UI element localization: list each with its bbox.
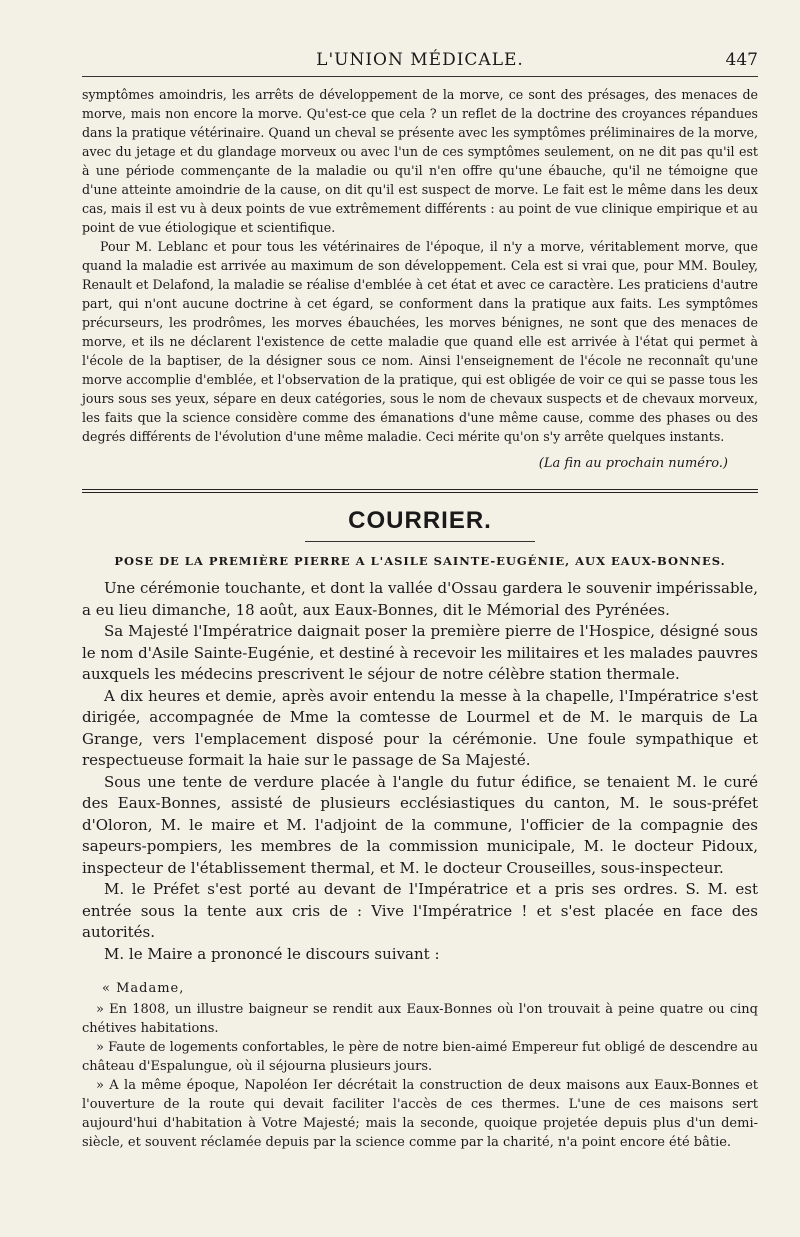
continuation-note: (La fin au prochain numéro.) — [538, 456, 728, 471]
speech-paragraph: » En 1808, un illustre baigneur se rendit aux Eaux-Bonnes où l'on trouvait à peine quatre ou cinq chétives habitations. — [82, 1002, 758, 1036]
speech-paragraph: » A la même époque, Napoléon Ier décrétait la construction de deux maisons aux Eaux-Bonnes et l'ouverture de la route qui devait faciliter l'accès de ces thermes. L'une de ces maisons sert aujourd'hui d'habitation à Votre Majesté; mais la seconde, quoique projetée depuis plus d'un demi-siècle, et souvent réclamée depuis par la science comme par la charité, n'a point encore été bâtie. — [82, 1078, 758, 1150]
section-title: COURRIER. — [348, 507, 492, 534]
title-underline — [305, 541, 535, 542]
speech-paragraph: » Faute de logements confortables, le père de notre bien-aimé Empereur fut obligé de descendre au château d'Espalungue, où il séjourna plusieurs jours. — [82, 1040, 758, 1074]
article-subheading: POSE DE LA PREMIÈRE PIERRE A L'ASILE SAINTE-EUGÉNIE, AUX EAUX-BONNES. — [114, 554, 726, 568]
body-paragraph: symptômes amoindris, les arrêts de développement de la morve, ce sont des présages, des menaces de morve, mais non encore la morve. Qu'est-ce que cela ? un reflet de la doctrine des croyances répandues dans la pratique vétérinaire. Quand un cheval se présente avec les symptômes préliminaires de la morve, avec du jetage et du glandage morveux ou avec l'un de ces symptômes seulement, on ne dit pas qu'il est à une période commençante de la maladie ou qu'il n'en offre qu'une ébauche, qu'il ne témoigne que d'une atteinte amoindrie de la cause, on dit qu'il est suspect de morve. Le fait est le même dans les deux cas, mais il est vu à deux points de vue extrêmement différents : au point de vue clinique empirique et au point de vue étiologique et scientifique. — [82, 87, 758, 235]
article-paragraph: Une cérémonie touchante, et dont la vallée d'Ossau gardera le souvenir impérissable, a eu lieu dimanche, 18 août, aux Eaux-Bonnes, dit le Mémorial des Pyrénées. — [82, 579, 758, 619]
article-paragraph: Sa Majesté l'Impératrice daignait poser la première pierre de l'Hospice, désigné sous le nom d'Asile Sainte-Eugénie, et destiné à recevoir les militaires et les malades pauvres auxquels les médecins prescrivent le séjour de notre célèbre station thermale. — [82, 622, 758, 683]
article-paragraph: A dix heures et demie, après avoir entendu la messe à la chapelle, l'Impératrice s'est dirigée, accompagnée de Mme la comtesse de Lourmel et de M. le marquis de La Grange, vers l'emplacement disposé pour la cérémonie. Une foule sympathique et respectueuse formait la haie sur le passage de Sa Majesté. — [82, 686, 758, 769]
speech-salutation: « Madame, — [102, 981, 185, 996]
section-divider — [82, 489, 758, 493]
journal-title: L'UNION MÉDICALE. — [316, 50, 524, 70]
body-paragraph: Pour M. Leblanc et pour tous les vétérinaires de l'époque, il n'y a morve, véritablement morve, que quand la maladie est arrivée au maximum de son développement. Cela est si vrai que, pour MM. Bouley, Renault et Delafond, la maladie se réalise d'emblée à cet état et avec ce caractère. Les praticiens d'autre part, qui n'ont aucune doctrine à cet égard, se conforment dans la pratique aux faits. Les symptômes précurseurs, les prodrômes, les morves ébauchées, les morves bénignes, ne sont que des menaces de morve, et ils ne déclarent l'existence de cette maladie que quand elle est arrivée à l'état qui permet à l'école de la baptiser, de la désigner sous ce nom. Ainsi l'enseignement de l'école ne reconnaît qu'une morve accomplie d'emblée, et l'observation de la pratique, qui est obligée de voir ce qui se passe tous les jours sous ses yeux, sépare en deux catégories, sous le nom de chevaux suspects et de chevaux morveux, les faits que la science considère comme des émanations d'une même cause, comme des phases ou des degrés différents de l'évolution d'une même maladie. Ceci mérite qu'on s'y arrête quelques instants. — [82, 239, 758, 444]
running-header — [82, 46, 758, 76]
article-paragraph: Sous une tente de verdure placée à l'angle du futur édifice, se tenaient M. le curé des Eaux-Bonnes, assisté de plusieurs ecclésiastiques du canton, M. le sous-préfet d'Oloron, M. le maire et M. l'adjoint de la commune, l'officier de la compagnie des sapeurs-pompiers, les membres de la commission municipale, M. le docteur Pidoux, inspecteur de l'établissement thermal, et M. le docteur Crouseilles, sous-inspecteur. — [82, 772, 758, 877]
article-paragraph: M. le Préfet s'est porté au devant de l'Impératrice et a pris ses ordres. S. M. est entrée sous la tente aux cris de : Vive l'Impératrice ! et s'est placée en face des autorités. — [82, 880, 758, 941]
page-number: 447 — [725, 50, 758, 70]
article-paragraph: M. le Maire a prononcé le discours suivant : — [104, 944, 440, 963]
page — [82, 46, 758, 1152]
